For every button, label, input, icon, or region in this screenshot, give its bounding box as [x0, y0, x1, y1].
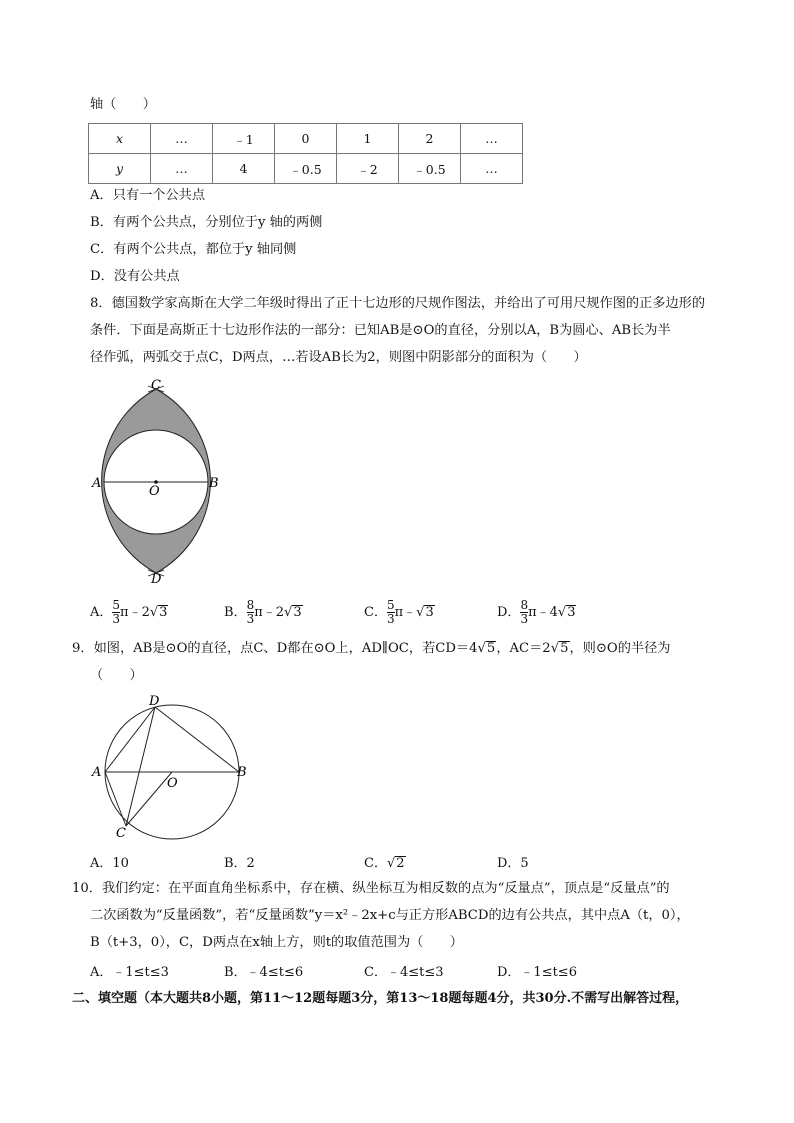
table-cell: ﹣1	[213, 124, 275, 154]
table-cell: 0	[275, 124, 337, 154]
q9-stem-line2: （ ）	[90, 668, 143, 683]
label-a: A	[92, 476, 102, 491]
table-cell: …	[461, 154, 523, 184]
table-cell: ﹣0.5	[275, 154, 337, 184]
q10-option-c: C．﹣4≤t≤3	[364, 965, 444, 980]
q8-option-b: B． $\frac{8}{3}$ π﹣2√3	[224, 598, 302, 626]
section-heading: 二、填空题（本大题共8小题，第11～12题每题3分，第13～18题每题4分，共30分.不需写出解答过程，	[72, 991, 689, 1006]
table-cell: 2	[399, 124, 461, 154]
table-cell: ﹣2	[337, 154, 399, 184]
label-a: A	[92, 765, 102, 780]
table-cell: …	[151, 154, 213, 184]
table-cell: y	[89, 154, 151, 184]
table-cell: …	[461, 124, 523, 154]
q9-option-d: D．5	[497, 856, 529, 871]
table-cell: 1	[337, 124, 399, 154]
xy-value-table	[88, 123, 523, 184]
label-d: D	[151, 572, 162, 587]
q9-option-b: B．2	[224, 856, 255, 871]
table-row-x	[89, 124, 523, 154]
q10-option-d: D．﹣1≤t≤6	[497, 965, 577, 980]
chord-db	[155, 707, 239, 772]
q10-stem-line3: B（t+3，0），C，D两点在x轴上方，则t的取值范围为（ ）	[90, 935, 463, 950]
q8-stem-line2: 条件．下面是高斯正十七边形作法的一部分：已知AB是⊙O的直径，分别以A，B为圆心、AB长为半	[90, 323, 671, 338]
q9-stem-line1: 9．如图，AB是⊙O的直径，点C、D都在⊙O上，AD∥OC，若CD＝4√5，AC＝2√5，则⊙O的半径为	[72, 641, 671, 656]
q8-option-d: D． $\frac{8}{3}$ π﹣4√3	[497, 598, 576, 626]
q9-figure	[90, 694, 260, 840]
q7-option-a: A．只有一个公共点	[90, 188, 206, 203]
q10-option-b: B．﹣4≤t≤6	[224, 965, 304, 980]
label-b: B	[237, 765, 247, 780]
q10-stem-line2: 二次函数为“反量函数”，若“反量函数”y＝x²﹣2x+c与正方形ABCD的边有公共点，其中点A（t，0），	[90, 908, 690, 923]
q7-continuation: 轴（ ）	[90, 97, 156, 112]
q8-stem-line1: 8．德国数学家高斯在大学二年级时得出了正十七边形的尺规作图法，并给出了可用尺规作图的正多边形的	[90, 296, 706, 311]
label-d: D	[149, 694, 160, 709]
label-c: C	[116, 826, 126, 840]
q7-option-d: D．没有公共点	[90, 269, 180, 284]
q8-option-a: A． $\frac{5}{3}$ π﹣2√3	[90, 598, 168, 626]
table-cell: ﹣0.5	[399, 154, 461, 184]
table-cell: …	[151, 124, 213, 154]
q8-figure	[90, 376, 230, 591]
chord-ac	[105, 772, 126, 826]
q7-option-c: C．有两个公共点，都位于y 轴同侧	[90, 242, 297, 257]
q8-stem-line3: 径作弧，两弧交于点C，D两点，…若设AB长为2，则图中阴影部分的面积为（ ）	[90, 350, 587, 365]
q8-option-c: C． $\frac{5}{3}$ π﹣√3	[364, 598, 434, 626]
table-cell: 4	[213, 154, 275, 184]
label-c: C	[151, 378, 161, 393]
q10-stem-line1: 10．我们约定：在平面直角坐标系中，存在横、纵坐标互为相反数的点为“反量点”，顶点是“反量点”的	[72, 881, 670, 896]
table-row-y	[89, 154, 523, 184]
label-o: O	[149, 484, 160, 499]
q7-option-b: B．有两个公共点，分别位于y 轴的两侧	[90, 215, 323, 230]
table-cell: x	[89, 124, 151, 154]
q9-option-c: C．√2	[364, 856, 405, 871]
q9-option-a: A．10	[90, 856, 129, 871]
q10-option-a: A．﹣1≤t≤3	[90, 965, 169, 980]
label-b: B	[209, 476, 219, 491]
chord-dc	[126, 707, 155, 826]
label-o: O	[167, 776, 178, 791]
